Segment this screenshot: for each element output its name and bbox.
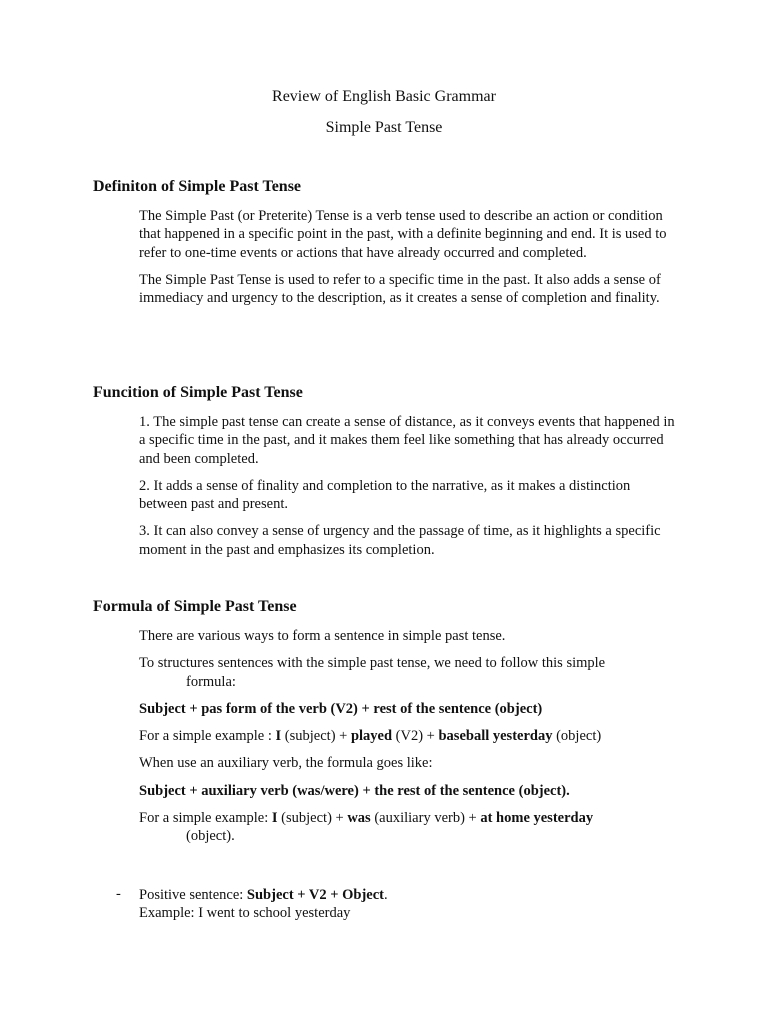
positive-pattern: Subject + V2 + Object bbox=[246, 887, 384, 903]
positive-label: Positive sentence: bbox=[139, 887, 247, 903]
formula-1 bbox=[139, 700, 679, 718]
example-2-subject: I bbox=[271, 810, 278, 827]
example-1-verb-note: (V2) + bbox=[392, 728, 439, 745]
example-1 bbox=[139, 727, 679, 745]
function-item: 1. The simple past tense can create a sense of distance, as it conveys events that happened in a specific time in the past, and it makes them feel like something that has already occurred and been completed. bbox=[139, 414, 675, 467]
formula-structure bbox=[139, 654, 679, 691]
formula-body bbox=[139, 627, 679, 855]
definition-paragraph-2: The Simple Past Tense is used to refer to a specific time in the past. It also adds a sense of immediacy and urgency to the description, as it creates a sense of completion and finality. bbox=[139, 271, 661, 307]
example-1-object: baseball yesterday bbox=[438, 728, 553, 745]
function-heading: Funcition of Simple Past Tense bbox=[93, 384, 303, 401]
formula-heading: Formula of Simple Past Tense bbox=[93, 598, 297, 615]
formula-1-text: Subject + pas form of the verb (V2) + rest of the sentence (object) bbox=[139, 700, 543, 717]
function-item: 2. It adds a sense of finality and completion to the narrative, as it makes a distinction between past and present. bbox=[139, 477, 631, 513]
formula-2-text: Subject + auxiliary verb (was/were) + the rest of the sentence (object). bbox=[139, 782, 570, 799]
document-subtitle: Simple Past Tense bbox=[325, 119, 443, 136]
example-2-prefix: For a simple example: bbox=[139, 810, 272, 827]
document-title: Review of English Basic Grammar bbox=[272, 88, 496, 105]
example-1-subject: I bbox=[275, 728, 282, 745]
example-1-verb: played bbox=[350, 728, 393, 745]
example-2-object-note: (object). bbox=[186, 828, 235, 845]
example-1-subject-note: (subject) + bbox=[281, 728, 351, 745]
example-1-object-note: (object) bbox=[552, 728, 602, 745]
formula-intro: There are various ways to form a sentence in simple past tense. bbox=[139, 628, 506, 644]
definition-paragraph-1: The Simple Past (or Preterite) Tense is a verb tense used to describe an action or condition that happened in a specific point in the past, with a definite beginning and end. It is used to refer to one-time events or actions that have already occurred and completed. bbox=[139, 208, 667, 261]
example-2-subject-note: (subject) + bbox=[277, 810, 348, 827]
example-2-object: at home yesterday bbox=[480, 810, 594, 827]
aux-intro: When use an auxiliary verb, the formula goes like: bbox=[139, 755, 433, 772]
function-list bbox=[139, 413, 679, 568]
definition-heading: Definiton of Simple Past Tense bbox=[93, 178, 302, 195]
formula-structure-line1: To structures sentences with the simple past tense, we need to follow this simple bbox=[139, 655, 606, 672]
function-item: 3. It can also convey a sense of urgency and the passage of time, as it highlights a specific moment in the past and emphasizes its completion. bbox=[139, 523, 661, 558]
example-2-verb-note: (auxiliary verb) + bbox=[370, 810, 481, 827]
definition-body bbox=[139, 207, 679, 316]
example-2-verb: was bbox=[347, 810, 371, 827]
positive-period: . bbox=[384, 887, 388, 903]
formula-2 bbox=[139, 782, 679, 800]
example-2 bbox=[139, 809, 679, 846]
example-1-prefix: For a simple example : bbox=[139, 728, 276, 745]
formula-structure-line2: formula: bbox=[186, 673, 236, 690]
positive-dash: - bbox=[116, 886, 121, 902]
positive-sentence bbox=[139, 886, 679, 923]
positive-example: Example: I went to school yesterday bbox=[139, 905, 351, 922]
positive-label-line bbox=[139, 886, 679, 904]
